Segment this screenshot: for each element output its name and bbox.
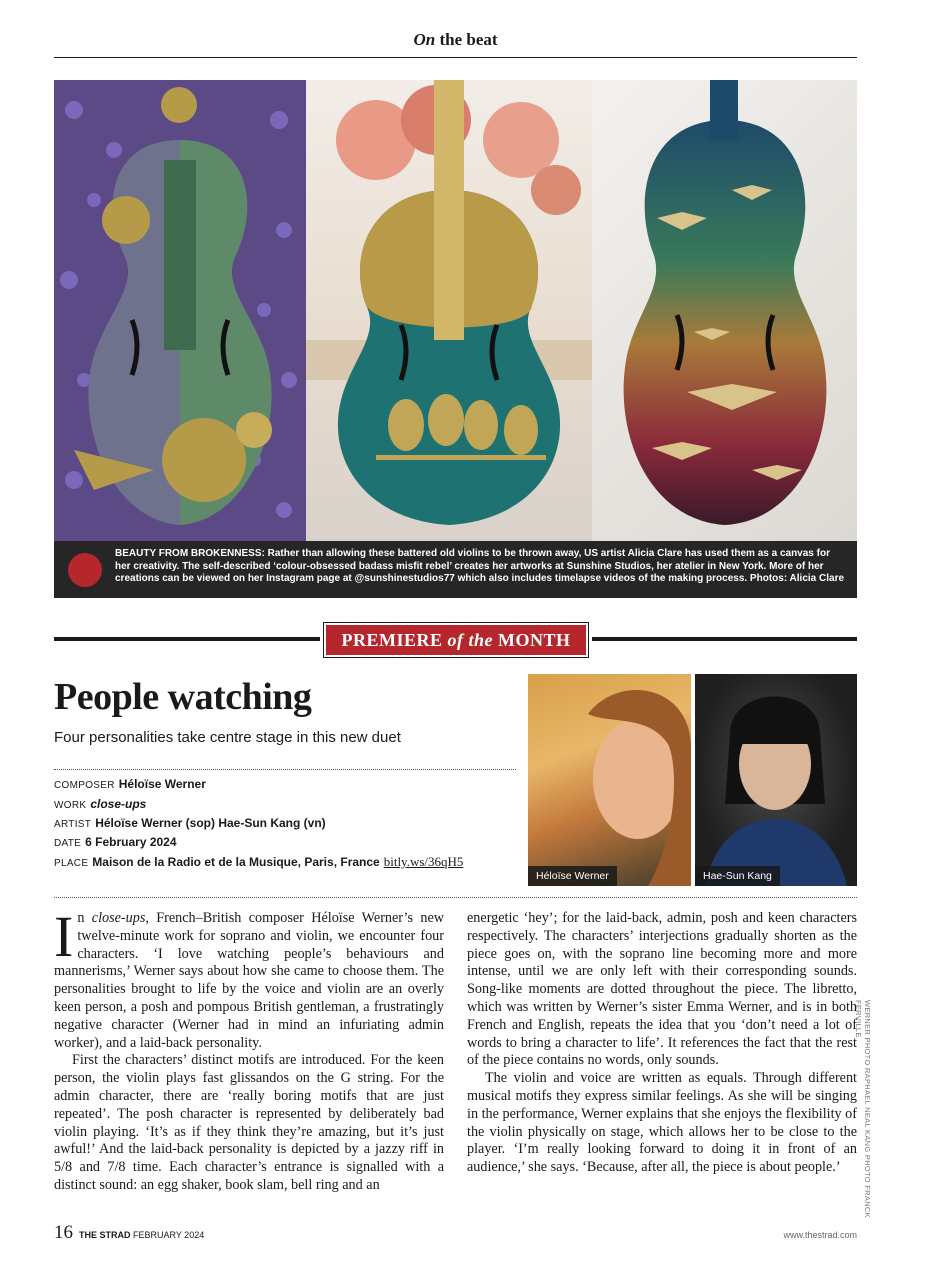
violin-photo-moths	[592, 80, 857, 541]
footer-url[interactable]: www.thestrad.com	[783, 1230, 857, 1240]
premiere-banner: PREMIERE of the MONTH	[326, 625, 586, 655]
photo-credit: WERNER PHOTO RAPHAEL NEAL KANG PHOTO FRANCK FERVILLE	[854, 1000, 872, 1218]
violin-purple-illustration	[54, 80, 306, 541]
violin-photo-purple	[54, 80, 306, 541]
portrait-heloise-werner	[528, 674, 691, 886]
page-number: 16	[54, 1222, 73, 1243]
meta-composer: COMPOSER Héloïse Werner	[54, 777, 206, 791]
body-paragraph: The violin and voice are written as equals. Through different musical motifs they express similar feelings. As she will be singing in the performance, Werner explains that she enjoys the flexibility of the violin physically on stage, which allows her to be close to the player. ‘I’m really looking forward to doing it in front of an audience,’ she says. ‘Because, after all, the piece is about people.’	[467, 1070, 857, 1176]
banner-rule-right	[592, 637, 857, 641]
violin-photo-teal	[306, 80, 592, 541]
body-column-2	[467, 910, 857, 1177]
body-paragraph: First the characters’ distinct motifs are introduced. For the keen person, the violin plays fast glissandos on the G string. For the admin character, there are ‘really boring motifs that are just repeated’. The posh character is represented by deliberately bad violin playing. ‘It’s as if they think they’re amazing, but it’s just awful!’ And the laid-back personality is depicted by a jazzy riff in 5/8 and 7/8 time. Each character’s entrance is signalled with a distinct sound: an egg shaker, book slam, bell ring and an	[54, 1052, 444, 1193]
publication-line: THE STRAD FEBRUARY 2024	[79, 1230, 205, 1240]
body-paragraph: In close-ups, French–British composer Héloïse Werner’s new twelve-minute work for soprano and violin, we encounter four characters. ‘I love watching people’s behaviours and mannerisms,’ Werner says about how she came to choose them. The personalities brought to life by the voice and violin are an overly keen person, a posh and pompous British gentleman, a frustratingly negative character (Werner had in mind an infuriating admin worker), and a laid-back personality.	[54, 904, 444, 1051]
body-top-rule	[54, 897, 857, 898]
portrait-label-werner: Héloïse Werner	[528, 866, 617, 886]
article-title: People watching	[54, 676, 312, 718]
meta-work: WORK close-ups	[54, 797, 147, 811]
portrait-hae-sun-kang	[695, 674, 857, 886]
header-rule	[54, 57, 857, 58]
violin-moths-illustration	[592, 80, 857, 541]
drop-cap: I	[54, 904, 74, 969]
banner-rule-left	[54, 637, 320, 641]
meta-top-rule	[54, 769, 516, 770]
violin-teal-illustration	[306, 80, 592, 541]
body-column-1	[54, 904, 444, 1195]
event-link[interactable]: bitly.ws/36qH5	[383, 854, 464, 869]
meta-date: DATE 6 February 2024	[54, 835, 177, 849]
portrait-label-kang: Hae-Sun Kang	[695, 866, 780, 886]
body-paragraph: energetic ‘hey’; for the laid-back, admin, posh and keen characters respectively. The characters’ interjections gradually shorten as the piece goes on, with the soprano line becoming more and more intense, until we are only left with their corresponding sounds. Song-like moments are dotted throughout the piece. The libretto, which was written by Werner’s sister Emma Werner, and is in both French and English, repeats the idea that you ‘don’t need a lot of words to bring a character to life’. It references the fact that the rest of the piece contains no words, only sounds.	[467, 910, 857, 1069]
section-header: On the beat	[413, 30, 498, 49]
meta-artist: ARTIST Héloïse Werner (sop) Hae-Sun Kang (vn)	[54, 816, 326, 830]
article-subtitle: Four personalities take centre stage in this new duet	[54, 729, 401, 746]
caption-red-dot-icon	[68, 553, 102, 587]
photo-caption: BEAUTY FROM BROKENNESS: Rather than allowing these battered old violins to be thrown away, US artist Alicia Clare has used them as a canvas for her creativity. The self-described ‘colour-obsessed badass misfit rebel’ creates her artworks at Sunshine Studios, her atelier in New York. More of her creations can be viewed on her Instagram page at @sunshinestudios77 which also includes timelapse videos of the making process. Photos: Alicia Clare	[115, 548, 845, 584]
meta-place: PLACE Maison de la Radio et de la Musique, Paris, France bitly.ws/36qH5	[54, 854, 464, 869]
